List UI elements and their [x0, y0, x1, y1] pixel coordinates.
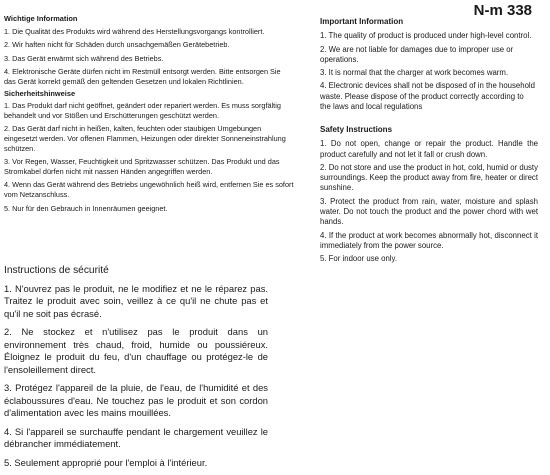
english-safety-title: Safety Instructions — [320, 125, 393, 134]
french-section — [4, 265, 268, 475]
french-safety-item: 3. Protégez l'appareil de la pluie, de l'eau, de l'humidité et des éclaboussures d'eau. Ne touchez pas le produit et son cordon d'alimentation avec les mains mouillées. — [4, 382, 268, 418]
german-important-title: Wichtige Information — [4, 14, 78, 23]
german-safety-item: 2. Das Gerät darf nicht in heißen, kalten, feuchten oder staubigen Umgebungen eingesetzt werden. Vor offenen Flammen, Heizungen oder direkter Sonneneinstrahlung schützen. — [4, 124, 286, 153]
english-safety-item: 4. If the product at work becomes abnormally hot, disconnect it immediately from the power source. — [320, 230, 538, 250]
german-safety-item: 3. Vor Regen, Wasser, Feuchtigkeit und Spritzwasser schützen. Das Produkt und das Stromkabel dürfen nicht mit nassen Händen angegriffen werden. — [4, 157, 280, 176]
english-safety-item: 2. Do not store and use the product in hot, cold, humid or dusty surroundings. Keep the product away from fire, heater or direct sunshine. — [320, 162, 538, 193]
english-important-item: 1. The quality of product is produced under high-level control. — [320, 31, 532, 41]
french-safety-item: 4. Si l'appareil se surchauffe pendant le chargement veuillez le débrancher immédiatement. — [4, 425, 268, 449]
english-important-section — [320, 17, 535, 115]
english-safety-item: 3. Protect the product from rain, water, moisture and splash water. Do not touch the product and the power chord with wet hands. — [320, 196, 538, 227]
german-section — [4, 14, 294, 217]
english-important-title: Important Information — [320, 17, 404, 26]
german-important-item: 3. Das Gerät erwärmt sich während des Betriebs. — [4, 53, 164, 63]
german-important-item: 1. Die Qualität des Produkts wird während des Herstellungsvorgangs kontrolliert. — [4, 26, 265, 36]
model-number: N-m 338 — [473, 2, 532, 19]
german-safety-item: 5. Nur für den Gebrauch in Innenräumen geeignet. — [4, 203, 168, 213]
french-safety-item: 2. Ne stockez et n'utilisez pas le produit dans un environnement très chaud, froid, humide ou poussiéreux. Éloignez le produit du feu, d'un chauffage ou protégez-le de l'ensoleillement direct. — [4, 326, 268, 375]
english-important-item: 2. We are not liable for damages due to improper use or operations. — [320, 44, 514, 64]
french-safety-item: 1. N'ouvrez pas le produit, ne le modifiez et ne le réparez pas. Traitez le produit avec soin, veillez à ce qu'il ne chute pas et qu'il ne soit pas écrasé. — [4, 282, 268, 319]
english-safety-section — [320, 125, 538, 268]
english-important-item: 4. Electronic devices shall not be disposed of in the household waste. Please dispose of the product correctly according to the laws and local regulations — [320, 81, 535, 112]
german-important-item: 4. Elektronische Geräte dürfen nicht im Restmüll entsorgt werden. Bitte entsorgen Sie das Gerät korrekt gemäß den geltenden Gesetzen und lokalen Richtlinien. — [4, 67, 281, 86]
french-safety-title: Instructions de sécurité — [4, 265, 109, 276]
german-safety-title: Sicherheitshinweise — [4, 88, 76, 98]
german-safety-item: 4. Wenn das Gerät während des Betriebs ungewöhnlich heiß wird, entfernen Sie es sofort vom Netzanschluss. — [4, 180, 294, 199]
french-safety-item: 5. Seulement approprié pour l'emploi à l'intérieur. — [4, 456, 208, 468]
english-important-item: 3. It is normal that the charger at work becomes warm. — [320, 68, 509, 78]
english-safety-item: 5. For indoor use only. — [320, 254, 397, 264]
english-safety-item: 1. Do not open, change or repair the product. Handle the product carefully and not let it fall or crush down. — [320, 139, 538, 159]
german-safety-item: 1. Das Produkt darf nicht geöffnet, geändert oder repariert werden. Es muss sorgfältig behandelt und vor Stößen und Erschütterungen geschützt werden. — [4, 101, 281, 120]
german-important-item: 2. Wir haften nicht für Schäden durch unsachgemäßen Gerätebetrieb. — [4, 40, 230, 50]
